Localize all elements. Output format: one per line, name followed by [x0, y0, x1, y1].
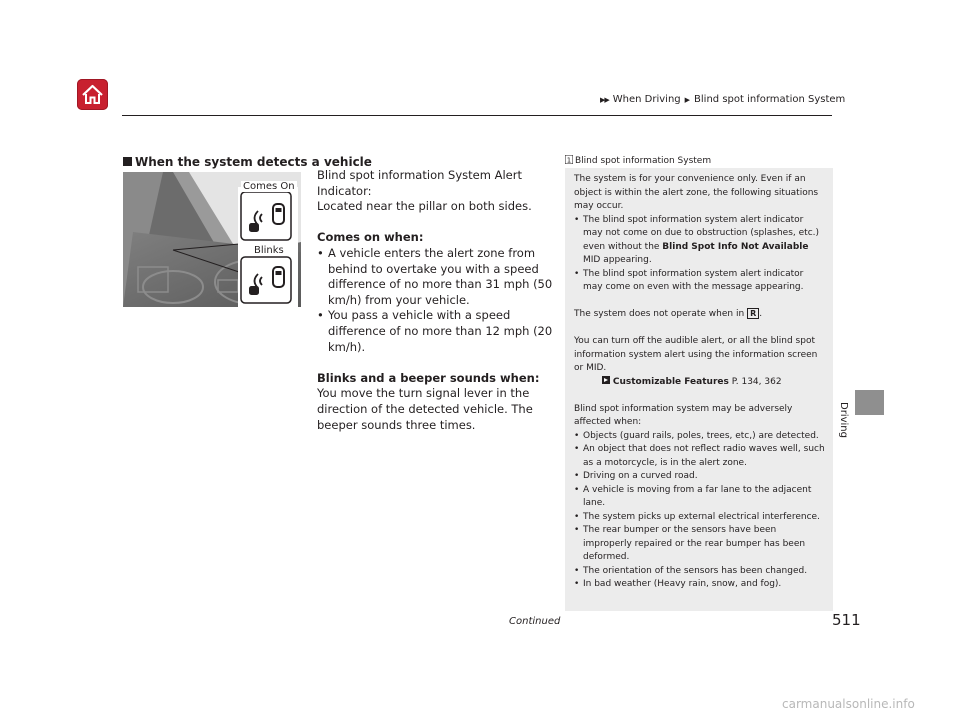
adverse-bullet-4: A vehicle is moving from a far lane to the adjacent lane. — [583, 484, 812, 508]
comes-on-bullet-1: A vehicle enters the alert zone from behind to overtake you with a speed difference of no more than 31 mph (50 km/h) from your vehicle. — [328, 245, 553, 307]
header-rule — [122, 115, 832, 116]
section-heading — [123, 155, 372, 169]
comes-on-bullet-2: You pass a vehicle with a speed difference of no more than 12 mph (20 km/h). — [328, 308, 553, 354]
blinks-text: You move the turn signal lever in the direction of the detected vehicle. The beeper sounds three times. — [317, 386, 533, 432]
breadcrumb — [600, 94, 845, 105]
sidebox-bullet-1-after: MID appearing. — [583, 255, 652, 265]
reference-title[interactable]: Customizable Features — [612, 376, 729, 387]
adverse-bullet-2: An object that does not reflect radio waves well, such as a motorcycle, is in the alert zone. — [583, 444, 825, 468]
svg-text:1: 1 — [566, 156, 572, 164]
list-item: • Driving on a curved road. — [574, 470, 825, 484]
gear-r-key: R — [747, 308, 759, 319]
list-item: • The system picks up external electrical interference. — [574, 511, 825, 525]
sidebox-bullet-1-bold: Blind Spot Info Not Available — [662, 241, 809, 252]
page-number: 511 — [832, 611, 861, 629]
sidebox-bullet-2: The blind spot information system alert indicator may come on even with the message appearing. — [583, 268, 804, 292]
list-item: • The orientation of the sensors has been changed. — [574, 565, 825, 579]
home-icon — [81, 83, 104, 106]
breadcrumb-item-when-driving[interactable]: When Driving — [612, 94, 681, 105]
note-marker-icon — [565, 155, 573, 168]
list-item: • The blind spot information system alert indicator may come on even with the message appearing. — [574, 268, 825, 295]
adverse-bullet-6: The rear bumper or the sensors have been improperly repaired or the rear bumper has been deformed. — [583, 525, 806, 562]
intro-line-2: Located near the pillar on both sides. — [317, 199, 532, 214]
list-item: • A vehicle is moving from a far lane to the adjacent lane. — [574, 484, 825, 511]
list-item: • The rear bumper or the sensors have been improperly repaired or the rear bumper has been deformed. — [574, 524, 825, 565]
dashboard-illustration — [123, 172, 301, 307]
intro-line-1: Blind spot information System Alert Indicator: — [317, 168, 522, 198]
adverse-bullet-8: In bad weather (Heavy rain, snow, and fog). — [583, 579, 782, 589]
continued-label: Continued — [509, 616, 561, 627]
sidebox-intro: The system is for your convenience only. Even if an object is within the alert zone, the following situations may occur. — [574, 174, 819, 211]
watermark: carmanualsonline.info — [782, 697, 915, 711]
note-sidebox — [565, 155, 833, 611]
square-bullet-icon — [123, 157, 132, 166]
section-heading-text: When the system detects a vehicle — [135, 155, 372, 169]
not-operate-text: The system does not operate when in — [574, 309, 745, 319]
list-item: • Objects (guard rails, poles, trees, etc,) are detected. — [574, 430, 825, 444]
list-item: • A vehicle enters the alert zone from behind to overtake you with a speed difference of no more than 31 mph (50 km/h) from your vehicle. — [317, 246, 557, 308]
triangle-arrow-icon: ▶ — [684, 95, 691, 104]
figure-label-blinks: Blinks — [254, 245, 284, 256]
figure-label-comes-on: Comes On — [243, 181, 295, 192]
sidebox-title — [565, 155, 833, 168]
adverse-bullet-7: The orientation of the sensors has been changed. — [583, 565, 808, 576]
turn-off-text: You can turn off the audible alert, or all the blind spot information system alert using the information screen or MID. — [574, 336, 818, 373]
adverse-bullet-5: The system picks up external electrical interference. — [583, 511, 820, 522]
list-item: • An object that does not reflect radio waves well, such as a motorcycle, is in the alert zone. — [574, 443, 825, 470]
adverse-bullet-1: Objects (guard rails, poles, trees, etc,) are detected. — [583, 430, 819, 441]
main-text — [317, 168, 557, 433]
double-triangle-arrow-icon: ▶▶ — [600, 95, 609, 104]
list-item: • The blind spot information system alert indicator may not come on due to obstruction (splashes, etc.) even without the Blind Spot Info Not Available MID appearing. — [574, 214, 820, 265]
list-item: • In bad weather (Heavy rain, snow, and fog). — [574, 578, 825, 592]
adversely-text: Blind spot information system may be adversely affected when: — [574, 403, 793, 427]
home-button[interactable] — [77, 79, 108, 110]
adverse-bullet-3: Driving on a curved road. — [583, 471, 698, 481]
not-operate-line: The system does not operate when in R . — [574, 309, 763, 319]
side-tab[interactable] — [855, 390, 884, 415]
sidebox-title-text: Blind spot information System — [575, 156, 712, 166]
comes-on-title: Comes on when: — [317, 230, 424, 245]
sidebox-bullet-1-before: The blind spot information system alert indicator may not come on due to obstruction (splashes, etc.) even without the — [583, 214, 820, 252]
blinks-title: Blinks and a beeper sounds when: — [317, 370, 540, 385]
reference-pages: P. 134, 362 — [731, 376, 782, 387]
reference-link[interactable] — [574, 376, 825, 390]
list-item: • You pass a vehicle with a speed difference of no more than 12 mph (20 km/h). — [317, 308, 557, 355]
reference-arrow-icon — [602, 377, 613, 387]
breadcrumb-item-blind-spot[interactable]: Blind spot information System — [694, 94, 846, 105]
side-tab-label: Driving — [838, 402, 849, 438]
